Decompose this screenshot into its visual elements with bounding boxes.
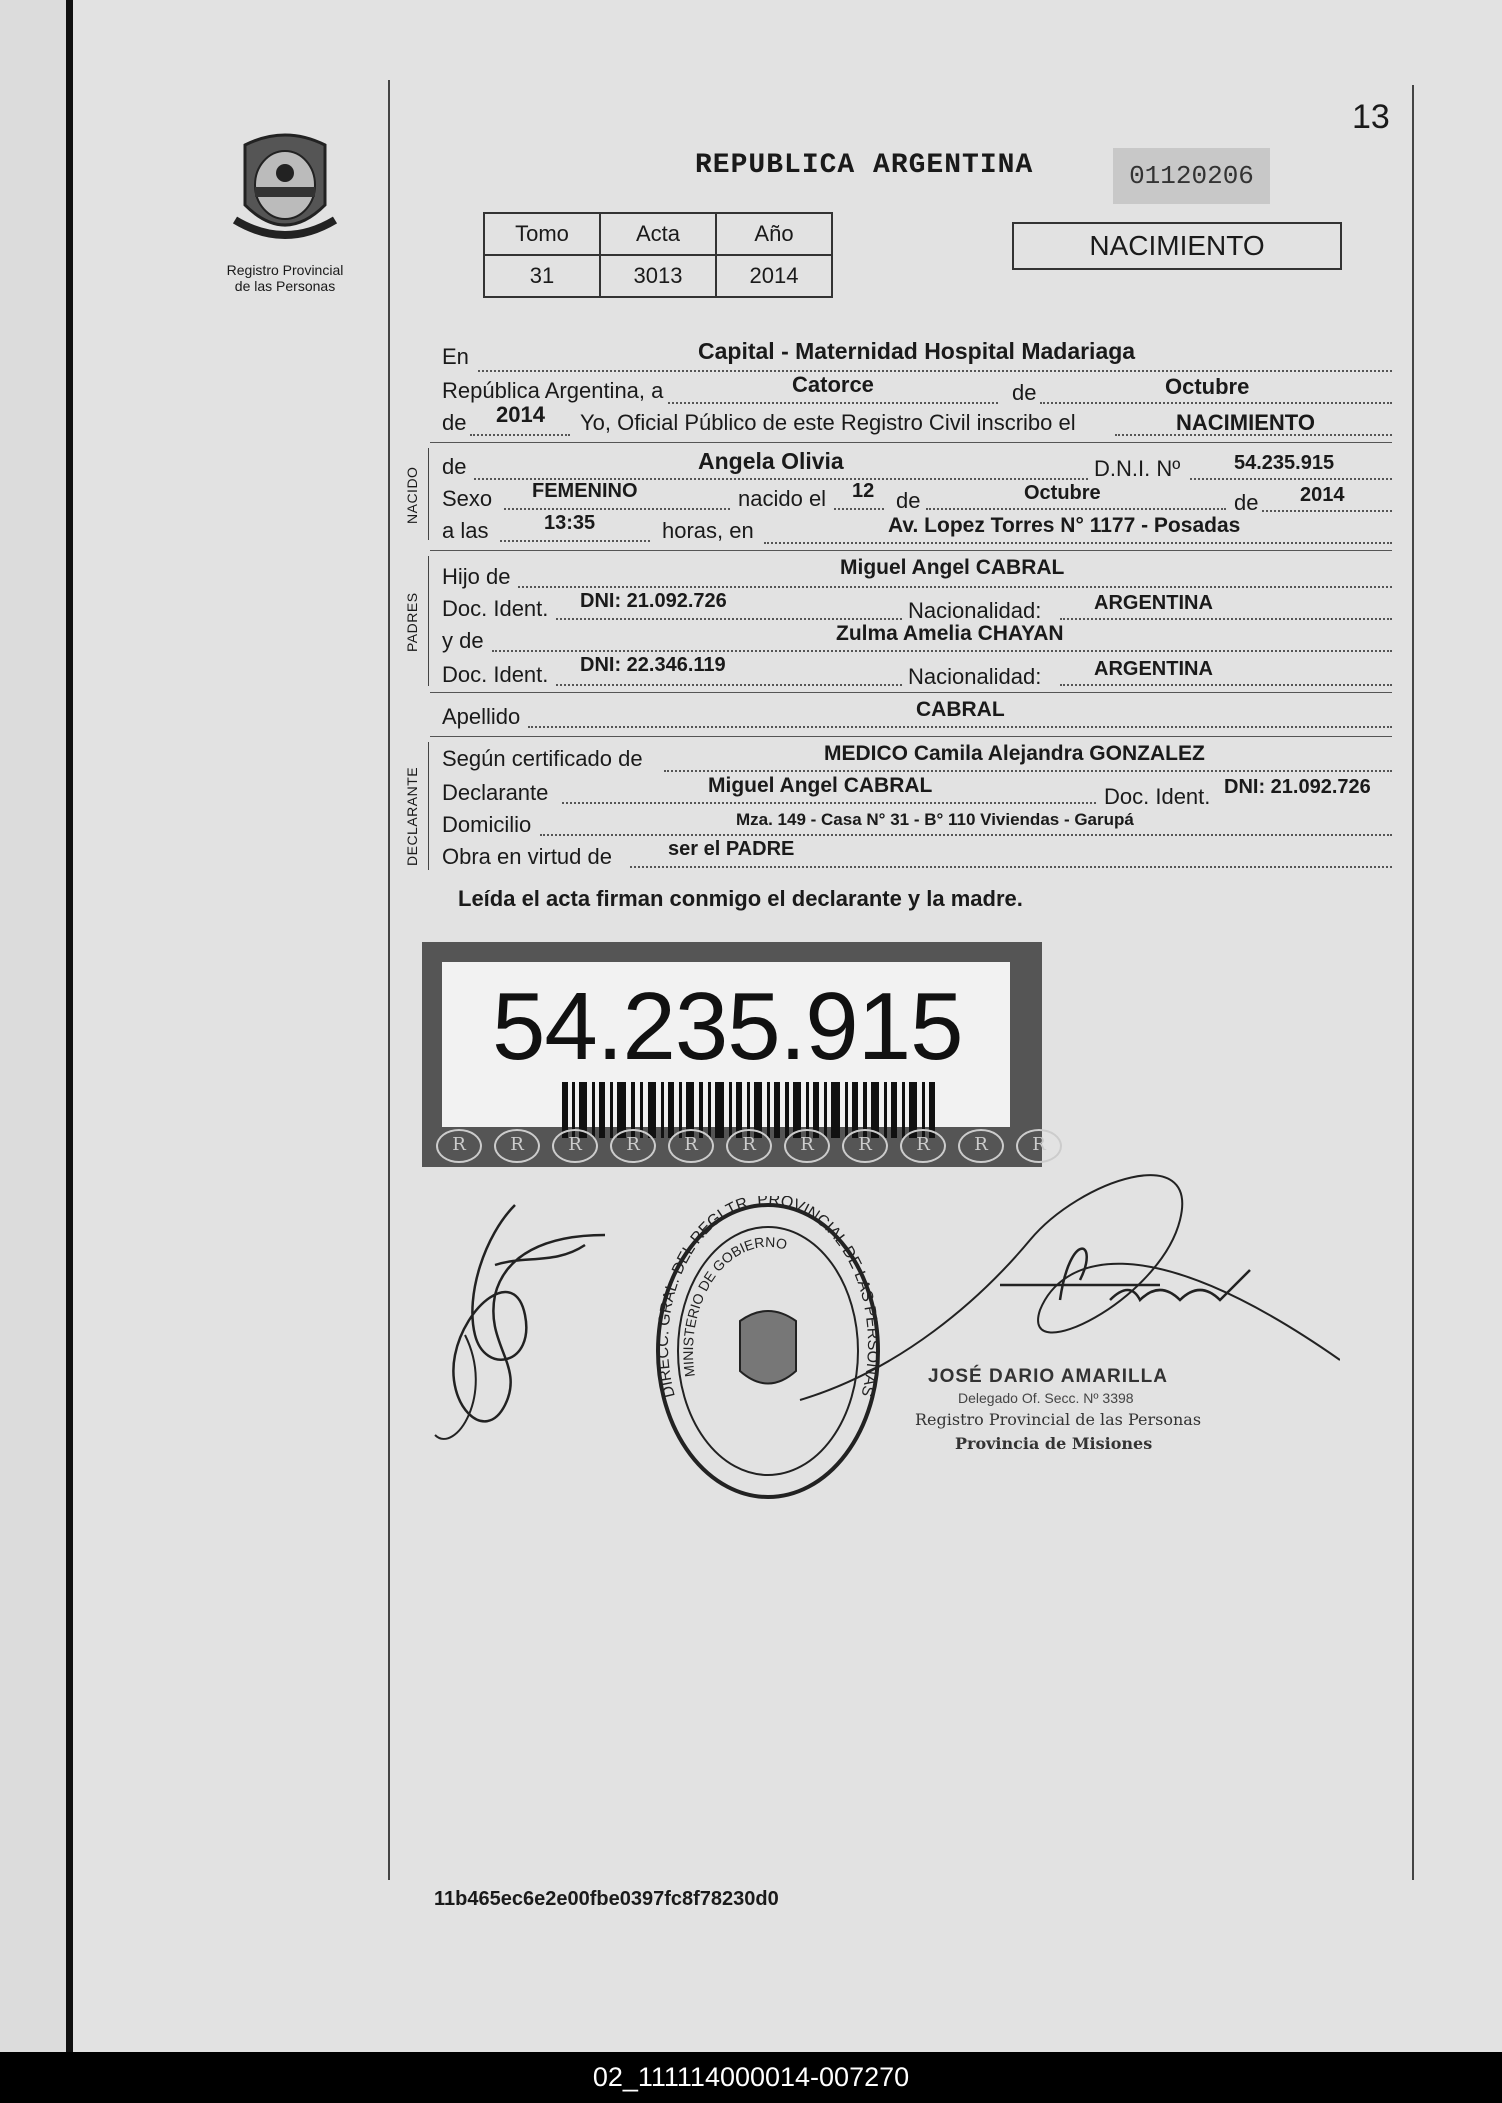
obra-dots	[630, 866, 1392, 868]
logo-caption	[210, 262, 360, 294]
acta-header: Acta	[600, 213, 716, 255]
decl-name: Miguel Angel CABRAL	[708, 774, 933, 797]
sexo-value: FEMENINO	[532, 480, 638, 502]
de2-label: de	[442, 410, 467, 435]
mother-doc-dots	[556, 684, 902, 686]
province-logo	[225, 125, 345, 255]
document-hash: 11b465ec6e2e00fbe0397fc8f78230d0	[434, 1888, 779, 1910]
apellido-label: Apellido	[442, 704, 521, 729]
serial-number: 01120206	[1113, 148, 1270, 204]
hijo-label: Hijo de	[442, 564, 511, 589]
mother-nac-dots	[1060, 684, 1392, 686]
acta-value: 3013	[600, 255, 716, 297]
father-doc-label: Doc. Ident.	[442, 596, 549, 621]
time-dots	[500, 540, 650, 542]
sexo-label: Sexo	[442, 486, 493, 511]
mother-nationality: ARGENTINA	[1094, 658, 1213, 680]
closing-text: Leída el acta firman conmigo el declarante y la madre.	[458, 886, 1023, 911]
nacido-bracket	[428, 448, 429, 540]
horas-label: horas, en	[662, 518, 754, 543]
year-dots	[470, 434, 570, 436]
official-province: Provincia de Misiones	[955, 1434, 1153, 1453]
dni-dots	[1190, 478, 1392, 480]
father-nationality: ARGENTINA	[1094, 592, 1213, 614]
republica-label: República Argentina, a	[442, 378, 664, 403]
year-value: 2014	[496, 402, 545, 427]
birth-place: Av. Lopez Torres N° 1177 - Posadas	[888, 514, 1241, 537]
adjacent-page	[0, 0, 68, 2052]
yde-label: y de	[442, 628, 484, 653]
dni-label: D.N.I. Nº	[1094, 456, 1181, 481]
birth-month-dots	[926, 508, 1226, 510]
scan-footer: 02_111114000014-007270	[0, 2052, 1502, 2103]
divider	[430, 692, 1392, 693]
child-name: Angela Olivia	[698, 448, 844, 474]
apellido-value: CABRAL	[916, 698, 1005, 721]
declarante-bracket	[428, 742, 429, 870]
anio-value: 2014	[716, 255, 832, 297]
right-margin-line	[1412, 85, 1414, 1880]
apellido-dots	[528, 726, 1392, 728]
mother-doc: DNI: 22.346.119	[580, 654, 726, 676]
cert-dots	[664, 770, 1392, 772]
stamp-number: 54.235.915	[492, 973, 963, 1080]
divider	[430, 736, 1392, 737]
a-las-label: a las	[442, 518, 489, 543]
divider	[430, 550, 1392, 551]
dni-stamp	[422, 942, 1046, 1167]
father-dots	[518, 586, 1392, 588]
father-nac-label: Nacionalidad:	[908, 598, 1042, 623]
day-value: Catorce	[792, 372, 874, 397]
country-title: REPUBLICA ARGENTINA	[695, 150, 1034, 181]
month-dots	[1040, 402, 1392, 404]
record-table	[483, 212, 833, 298]
decl-doc: DNI: 21.092.726	[1224, 776, 1371, 798]
left-margin-line	[388, 80, 390, 1880]
child-dni: 54.235.915	[1234, 452, 1335, 474]
father-nac-dots	[1060, 618, 1392, 620]
inscribo-value: NACIMIENTO	[1176, 410, 1315, 435]
mother-nac-label: Nacionalidad:	[908, 664, 1042, 689]
obra-label: Obra en virtud de	[442, 844, 612, 869]
en-value: Capital - Maternidad Hospital Madariaga	[698, 338, 1136, 364]
oficial-text: Yo, Oficial Público de este Registro Civil inscribo el	[580, 410, 1076, 435]
dom-label: Domicilio	[442, 812, 532, 837]
stamp-inner	[442, 962, 1010, 1127]
logo-caption-line2: de las Personas	[234, 278, 336, 294]
nacido-el-label: nacido el	[738, 486, 827, 511]
place-dots	[764, 542, 1392, 544]
birth-day: 12	[852, 480, 875, 502]
en-dots	[478, 370, 1392, 372]
seal-inner-text: MINISTERIO DE GOBIERNO	[679, 1233, 789, 1378]
cert-label: Según certificado de	[442, 746, 643, 771]
logo-caption-line1: Registro Provincial	[226, 262, 344, 278]
page-number: 13	[1352, 98, 1390, 136]
obra-value: ser el PADRE	[668, 838, 795, 860]
nacido-de2-label: de	[896, 488, 921, 513]
birth-month: Octubre	[1024, 482, 1101, 504]
birth-time: 13:35	[544, 512, 596, 534]
nacido-de-label: de	[442, 454, 467, 479]
birth-year: 2014	[1300, 484, 1345, 506]
tomo-value: 31	[484, 255, 600, 297]
day-dots	[668, 402, 998, 404]
padres-label: PADRES	[404, 592, 420, 652]
mother-doc-label: Doc. Ident.	[442, 662, 549, 687]
official-name: JOSÉ DARIO AMARILLA	[928, 1366, 1168, 1387]
mother-dots	[492, 650, 1392, 652]
page-edge	[66, 0, 73, 2052]
sexo-dots	[504, 508, 730, 510]
en-label: En	[442, 344, 469, 369]
mother-name: Zulma Amelia CHAYAN	[836, 622, 1064, 645]
decl-label: Declarante	[442, 780, 549, 805]
nacido-label: NACIDO	[404, 466, 420, 524]
month-value: Octubre	[1165, 374, 1250, 399]
official-office: Registro Provincial de las Personas	[915, 1410, 1202, 1429]
decl-doc-label: Doc. Ident.	[1104, 784, 1211, 809]
nacido-de3-label: de	[1234, 490, 1259, 515]
father-doc-dots	[556, 618, 902, 620]
father-doc: DNI: 21.092.726	[580, 590, 727, 612]
padres-bracket	[428, 556, 429, 686]
dom-value: Mza. 149 - Casa N° 31 - B° 110 Viviendas - Garupá	[736, 810, 1134, 829]
anio-header: Año	[716, 213, 832, 255]
cert-value: MEDICO Camila Alejandra GONZALEZ	[824, 742, 1205, 765]
birth-year-dots	[1262, 510, 1392, 512]
act-type-box: NACIMIENTO	[1012, 222, 1342, 270]
dom-dots	[540, 834, 1392, 836]
divider	[430, 442, 1392, 443]
tomo-header: Tomo	[484, 213, 600, 255]
birth-day-dots	[834, 508, 884, 510]
de-label: de	[1012, 380, 1037, 405]
official-title: Delegado Of. Secc. Nº 3398	[958, 1390, 1134, 1406]
father-name: Miguel Angel CABRAL	[840, 556, 1065, 579]
stamp-pattern: R R R R R R R R R R R	[436, 1129, 1062, 1163]
decl-dots	[562, 802, 1096, 804]
declarant-signature	[425, 1195, 625, 1475]
declarante-label: DECLARANTE	[404, 766, 420, 866]
seal-outer-text: DIRECC. GRAL. DEL REGI TR. PROVINCIAL DE LAS PERSONAS	[654, 1196, 882, 1400]
